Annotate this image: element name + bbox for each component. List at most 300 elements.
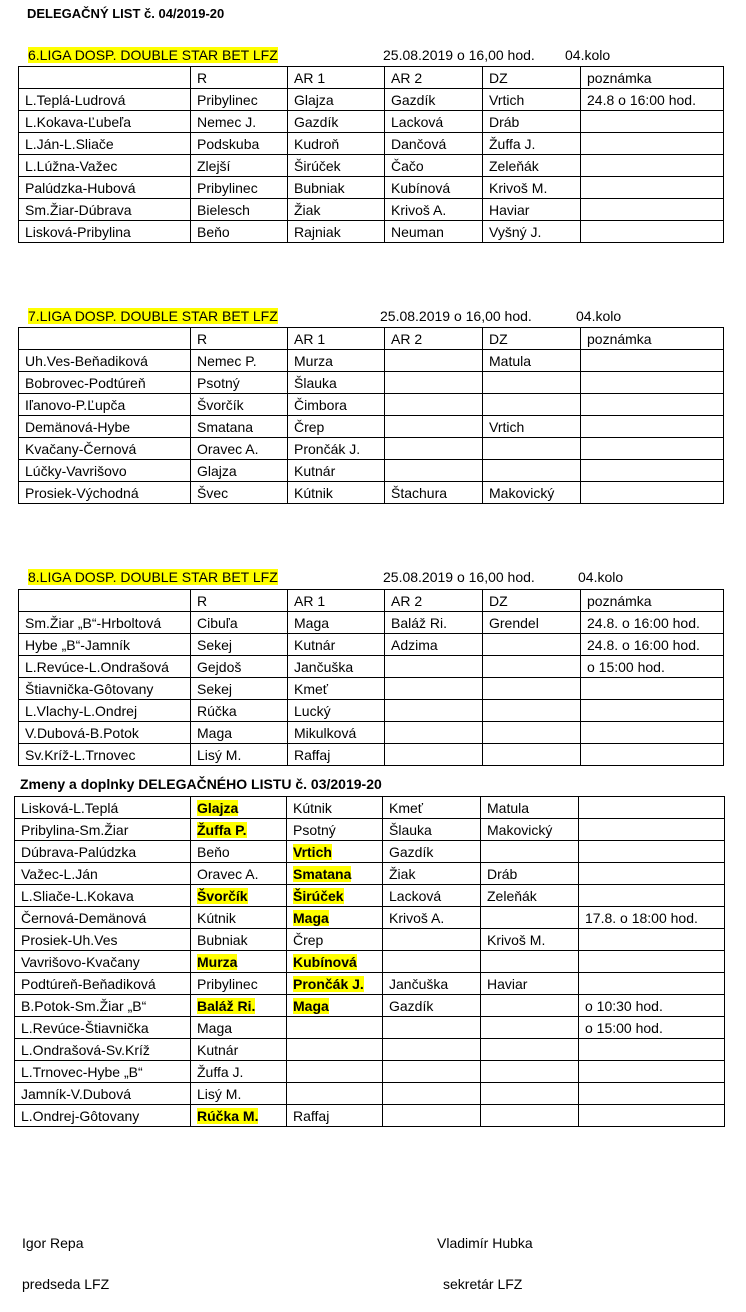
cell-text: Raffaj: [293, 1107, 330, 1124]
table-cell: Švorčík: [191, 394, 288, 416]
table-row: [15, 1105, 725, 1127]
table-cell: Vrtich: [483, 89, 581, 111]
table-cell: Neuman: [385, 221, 483, 243]
table-row: [19, 634, 724, 656]
cell-text: Matula: [487, 799, 530, 816]
table-cell: Pribylinec: [191, 89, 288, 111]
cell-text: Važec-L.Ján: [21, 865, 98, 882]
table-cell: [581, 350, 724, 372]
table-row: [19, 372, 724, 394]
table-cell: [383, 1017, 481, 1039]
table-cell: [481, 907, 579, 929]
table-cell: [581, 177, 724, 199]
table-cell: [481, 1039, 579, 1061]
table-cell: [287, 929, 383, 951]
highlighted-change: Maga: [293, 909, 329, 926]
table-cell: [579, 907, 725, 929]
table-cell: Kmeť: [288, 678, 385, 700]
table-row: [19, 133, 724, 155]
table-cell: [581, 221, 724, 243]
table-row: [19, 460, 724, 482]
header-cell: [19, 328, 191, 350]
table-cell: Zlejší: [191, 155, 288, 177]
cell-text: Gazdík: [389, 997, 434, 1014]
table-row: [19, 221, 724, 243]
table-cell: [15, 863, 191, 885]
cell-text: Lacková: [389, 887, 442, 904]
table-cell: L.Teplá-Ludrová: [19, 89, 191, 111]
table-cell: [385, 460, 483, 482]
table-cell: [581, 678, 724, 700]
cell-text: Krivoš A.: [389, 909, 445, 926]
table-cell: [579, 929, 725, 951]
cell-text: Prosiek-Uh.Ves: [21, 931, 118, 948]
highlighted-change: Smatana: [293, 865, 352, 882]
table-cell: Zeleňák: [483, 155, 581, 177]
table-cell: Hybe „B“-Jamník: [19, 634, 191, 656]
cell-text: Dúbrava-Palúdzka: [21, 843, 137, 860]
table-row: [15, 1039, 725, 1061]
header-row: [19, 590, 724, 612]
table-cell: [15, 1039, 191, 1061]
table-row: [15, 885, 725, 907]
table-cell: [191, 973, 287, 995]
table-cell: Iľanovo-P.Ľupča: [19, 394, 191, 416]
table-cell: Štachura: [385, 482, 483, 504]
highlighted-change: Maga: [293, 997, 329, 1014]
cell-text: Makovický: [487, 821, 553, 838]
table-row: [19, 678, 724, 700]
table-cell: [15, 1017, 191, 1039]
table-cell: Rúčka: [191, 700, 288, 722]
table-cell: 24.8. o 16:00 hod.: [581, 612, 724, 634]
round: 04.kolo: [565, 47, 611, 63]
table-cell: [383, 907, 481, 929]
table-cell: Oravec A.: [191, 438, 288, 460]
cell-text: Černová-Demänová: [21, 909, 147, 926]
table-row: [15, 951, 725, 973]
table-cell: [483, 700, 581, 722]
table-row: [19, 482, 724, 504]
table-cell: [191, 907, 287, 929]
table-cell: Maga: [191, 722, 288, 744]
table-cell: [579, 1105, 725, 1127]
table-cell: [15, 841, 191, 863]
league-table-7: [18, 327, 724, 504]
table-cell: Psotný: [191, 372, 288, 394]
highlighted-change: Glajza: [197, 799, 239, 816]
table-cell: [15, 797, 191, 819]
table-cell: Glajza: [288, 89, 385, 111]
table-row: [15, 863, 725, 885]
cell-text: 17.8. o 18:00 hod.: [585, 909, 698, 926]
table-cell: [191, 863, 287, 885]
header-cell: poznámka: [581, 328, 724, 350]
table-cell: Lisková-Pribylina: [19, 221, 191, 243]
table-cell: Žuffa J.: [483, 133, 581, 155]
table-row: [19, 394, 724, 416]
cell-text: L.Sliače-L.Kokava: [21, 887, 134, 904]
cell-text: Pribylina-Sm.Žiar: [21, 821, 129, 838]
table-cell: [191, 1083, 287, 1105]
table-row: [15, 995, 725, 1017]
header-cell: DZ: [483, 328, 581, 350]
table-cell: Raffaj: [288, 744, 385, 766]
header-cell: R: [191, 328, 288, 350]
table-cell: [579, 995, 725, 1017]
header-cell: AR 2: [385, 67, 483, 89]
table-cell: [383, 1039, 481, 1061]
highlighted-change: Baláž Ri.: [197, 997, 256, 1014]
table-row: [15, 973, 725, 995]
table-cell: Cibuľa: [191, 612, 288, 634]
table-row: [15, 1061, 725, 1083]
cell-text: Žuffa J.: [197, 1063, 244, 1080]
league-name: 8.LIGA DOSP. DOUBLE STAR BET LFZ: [28, 569, 278, 585]
table-cell: Glajza: [191, 460, 288, 482]
table-cell: [483, 744, 581, 766]
header-cell: AR 2: [385, 590, 483, 612]
header-row: [19, 67, 724, 89]
highlighted-change: Žuffa P.: [197, 821, 247, 838]
table-cell: Jančuška: [288, 656, 385, 678]
header-cell: AR 2: [385, 328, 483, 350]
table-cell: [481, 1083, 579, 1105]
table-cell: [481, 973, 579, 995]
match-date: 25.08.2019 o 16,00 hod.: [380, 308, 532, 324]
table-cell: [483, 656, 581, 678]
table-cell: Šlauka: [288, 372, 385, 394]
table-cell: [385, 350, 483, 372]
table-row: [19, 744, 724, 766]
table-cell: [579, 841, 725, 863]
table-cell: Krivoš A.: [385, 199, 483, 221]
table-cell: [579, 797, 725, 819]
table-cell: Baláž Ri.: [385, 612, 483, 634]
table-cell: [15, 973, 191, 995]
cell-text: L.Ondrej-Gôtovany: [21, 1107, 140, 1124]
table-cell: [383, 973, 481, 995]
table-cell: [581, 438, 724, 460]
table-cell: Beňo: [191, 221, 288, 243]
table-cell: Kubínová: [385, 177, 483, 199]
cell-text: Bubniak: [197, 931, 248, 948]
table-cell: 24.8. o 16:00 hod.: [581, 634, 724, 656]
cell-text: Haviar: [487, 975, 528, 992]
cell-text: Lisý M.: [197, 1085, 242, 1102]
table-cell: [191, 995, 287, 1017]
table-cell: [579, 885, 725, 907]
table-cell: [191, 1061, 287, 1083]
cell-text: Gazdík: [389, 843, 434, 860]
cell-text: Lisková-L.Teplá: [21, 799, 119, 816]
table-cell: [481, 885, 579, 907]
table-cell: Lúčky-Vavrišovo: [19, 460, 191, 482]
cell-text: Jamník-V.Dubová: [21, 1085, 131, 1102]
table-cell: [191, 841, 287, 863]
table-cell: [191, 885, 287, 907]
table-row: [15, 819, 725, 841]
highlighted-change: Vrtich: [293, 843, 332, 860]
table-row: [15, 907, 725, 929]
cell-text: Vavrišovo-Kvačany: [21, 953, 140, 970]
table-cell: Prosiek-Východná: [19, 482, 191, 504]
league-table-6: [18, 66, 724, 243]
league-header-6: [28, 47, 728, 65]
table-row: [15, 1017, 725, 1039]
table-cell: [581, 744, 724, 766]
cell-text: Kutnár: [197, 1041, 239, 1058]
table-cell: [385, 656, 483, 678]
table-cell: [191, 929, 287, 951]
table-cell: [579, 1017, 725, 1039]
cell-text: Kútnik: [197, 909, 236, 926]
table-cell: [481, 929, 579, 951]
table-cell: Uh.Ves-Beňadiková: [19, 350, 191, 372]
right-signature-name: Vladimír Hubka: [437, 1235, 533, 1251]
table-cell: [383, 1083, 481, 1105]
highlighted-change: Širúček: [293, 887, 344, 904]
table-cell: [385, 394, 483, 416]
table-cell: Murza: [288, 350, 385, 372]
table-cell: Črep: [288, 416, 385, 438]
table-cell: [191, 797, 287, 819]
table-cell: [581, 394, 724, 416]
table-cell: [581, 460, 724, 482]
table-cell: [581, 111, 724, 133]
table-cell: Sm.Žiar-Dúbrava: [19, 199, 191, 221]
table-cell: [287, 951, 383, 973]
table-row: [19, 722, 724, 744]
table-cell: Širúček: [288, 155, 385, 177]
table-row: [15, 929, 725, 951]
cell-text: Črep: [293, 931, 324, 948]
cell-text: Beňo: [197, 843, 230, 860]
cell-text: Jančuška: [389, 975, 449, 992]
highlighted-change: Rúčka M.: [197, 1107, 259, 1124]
changes-title: Zmeny a doplnky DELEGAČNÉHO LISTU č. 03/2019-20: [20, 776, 382, 792]
table-cell: [581, 155, 724, 177]
left-signature-role: predseda LFZ: [22, 1276, 110, 1292]
table-cell: [287, 841, 383, 863]
table-cell: [481, 841, 579, 863]
table-cell: Kútnik: [288, 482, 385, 504]
table-cell: [385, 678, 483, 700]
table-cell: [481, 819, 579, 841]
header-cell: DZ: [483, 590, 581, 612]
table-cell: [15, 819, 191, 841]
table-cell: [481, 863, 579, 885]
table-cell: [287, 1061, 383, 1083]
header-cell: [19, 590, 191, 612]
table-cell: Čačo: [385, 155, 483, 177]
table-cell: Lucký: [288, 700, 385, 722]
table-cell: Kvačany-Černová: [19, 438, 191, 460]
header-cell: AR 1: [288, 328, 385, 350]
table-cell: [383, 885, 481, 907]
table-cell: [287, 995, 383, 1017]
table-cell: [15, 907, 191, 929]
table-cell: Gazdík: [385, 89, 483, 111]
table-cell: Haviar: [483, 199, 581, 221]
table-cell: [579, 973, 725, 995]
table-cell: Nemec J.: [191, 111, 288, 133]
table-cell: Sv.Kríž-L.Trnovec: [19, 744, 191, 766]
header-cell: R: [191, 590, 288, 612]
header-cell: poznámka: [581, 590, 724, 612]
table-row: [15, 1083, 725, 1105]
cell-text: Maga: [197, 1019, 233, 1036]
table-cell: Sm.Žiar „B“-Hrboltová: [19, 612, 191, 634]
league-header-7: [28, 308, 728, 326]
header-cell: AR 1: [288, 590, 385, 612]
match-date: 25.08.2019 o 16,00 hod.: [383, 47, 535, 63]
league-name: 6.LIGA DOSP. DOUBLE STAR BET LFZ: [28, 47, 278, 63]
table-cell: [581, 372, 724, 394]
cell-text: L.Ondrašová-Sv.Kríž: [21, 1041, 150, 1058]
table-cell: [481, 1061, 579, 1083]
table-cell: [579, 951, 725, 973]
table-cell: Pribylinec: [191, 177, 288, 199]
table-row: [19, 89, 724, 111]
table-cell: [287, 1105, 383, 1127]
cell-text: Žiak: [389, 865, 416, 882]
table-cell: Lisý M.: [191, 744, 288, 766]
table-cell: Nemec P.: [191, 350, 288, 372]
table-cell: [383, 797, 481, 819]
table-cell: [385, 416, 483, 438]
table-cell: [15, 885, 191, 907]
cell-text: Podtúreň-Beňadiková: [21, 975, 156, 992]
cell-text: L.Revúce-Štiavnička: [21, 1019, 149, 1036]
table-cell: Štiavnička-Gôtovany: [19, 678, 191, 700]
table-cell: Bobrovec-Podtúreň: [19, 372, 191, 394]
cell-text: Zeleňák: [487, 887, 537, 904]
table-cell: Maga: [288, 612, 385, 634]
table-cell: [15, 929, 191, 951]
header-cell: DZ: [483, 67, 581, 89]
table-row: [19, 199, 724, 221]
table-cell: Adzima: [385, 634, 483, 656]
table-cell: Vrtich: [483, 416, 581, 438]
table-cell: Smatana: [191, 416, 288, 438]
table-cell: L.Kokava-Ľubeľa: [19, 111, 191, 133]
table-cell: [287, 1017, 383, 1039]
cell-text: o 10:30 hod.: [585, 997, 663, 1014]
table-cell: [15, 1105, 191, 1127]
table-cell: [385, 700, 483, 722]
table-cell: [483, 678, 581, 700]
header-cell: AR 1: [288, 67, 385, 89]
table-row: [19, 700, 724, 722]
table-cell: Kutnár: [288, 460, 385, 482]
table-cell: [581, 482, 724, 504]
table-cell: [579, 819, 725, 841]
table-cell: [579, 1039, 725, 1061]
table-cell: [483, 394, 581, 416]
table-row: [15, 797, 725, 819]
table-cell: Palúdzka-Hubová: [19, 177, 191, 199]
table-cell: [383, 995, 481, 1017]
table-cell: Vyšný J.: [483, 221, 581, 243]
table-cell: [581, 416, 724, 438]
table-cell: [383, 929, 481, 951]
table-cell: [579, 863, 725, 885]
table-cell: V.Dubová-B.Potok: [19, 722, 191, 744]
table-cell: [481, 995, 579, 1017]
table-cell: Dančová: [385, 133, 483, 155]
table-cell: Bubniak: [288, 177, 385, 199]
table-cell: [481, 951, 579, 973]
table-cell: [483, 438, 581, 460]
table-row: [19, 350, 724, 372]
cell-text: Oravec A.: [197, 865, 259, 882]
table-cell: Podskuba: [191, 133, 288, 155]
left-signature-name: Igor Repa: [22, 1235, 84, 1251]
table-cell: [287, 1083, 383, 1105]
table-cell: Krivoš M.: [483, 177, 581, 199]
table-row: [19, 177, 724, 199]
table-cell: Švec: [191, 482, 288, 504]
table-cell: Bielesch: [191, 199, 288, 221]
table-cell: [191, 1039, 287, 1061]
table-row: [19, 111, 724, 133]
table-cell: Dráb: [483, 111, 581, 133]
right-signature-role: sekretár LFZ: [443, 1276, 523, 1292]
table-cell: [287, 1039, 383, 1061]
table-row: [19, 656, 724, 678]
cell-text: Kútnik: [293, 799, 332, 816]
table-cell: [383, 1061, 481, 1083]
table-cell: [581, 700, 724, 722]
round: 04.kolo: [576, 308, 622, 324]
cell-text: o 15:00 hod.: [585, 1019, 663, 1036]
table-cell: o 15:00 hod.: [581, 656, 724, 678]
cell-text: B.Potok-Sm.Žiar „B“: [21, 997, 147, 1014]
table-cell: Demänová-Hybe: [19, 416, 191, 438]
table-cell: [383, 819, 481, 841]
table-cell: Čimbora: [288, 394, 385, 416]
table-cell: [581, 722, 724, 744]
table-cell: [15, 995, 191, 1017]
league-table-8: [18, 589, 724, 766]
table-cell: [481, 797, 579, 819]
cell-text: Kmeť: [389, 799, 424, 816]
table-cell: [383, 1105, 481, 1127]
table-cell: [287, 819, 383, 841]
table-cell: Matula: [483, 350, 581, 372]
highlighted-change: Švorčík: [197, 887, 248, 904]
table-cell: [481, 1017, 579, 1039]
table-cell: [191, 1105, 287, 1127]
table-cell: Lacková: [385, 111, 483, 133]
highlighted-change: Murza: [197, 953, 238, 970]
table-row: [15, 841, 725, 863]
cell-text: Dráb: [487, 865, 518, 882]
table-cell: [15, 1083, 191, 1105]
table-cell: Kutnár: [288, 634, 385, 656]
table-cell: [581, 133, 724, 155]
table-cell: Sekej: [191, 678, 288, 700]
cell-text: Šlauka: [389, 821, 432, 838]
table-cell: [385, 744, 483, 766]
table-cell: Mikulková: [288, 722, 385, 744]
table-cell: [191, 951, 287, 973]
table-cell: [287, 885, 383, 907]
cell-text: L.Trnovec-Hybe „B“: [21, 1063, 143, 1080]
table-row: [19, 155, 724, 177]
header-cell: poznámka: [581, 67, 724, 89]
